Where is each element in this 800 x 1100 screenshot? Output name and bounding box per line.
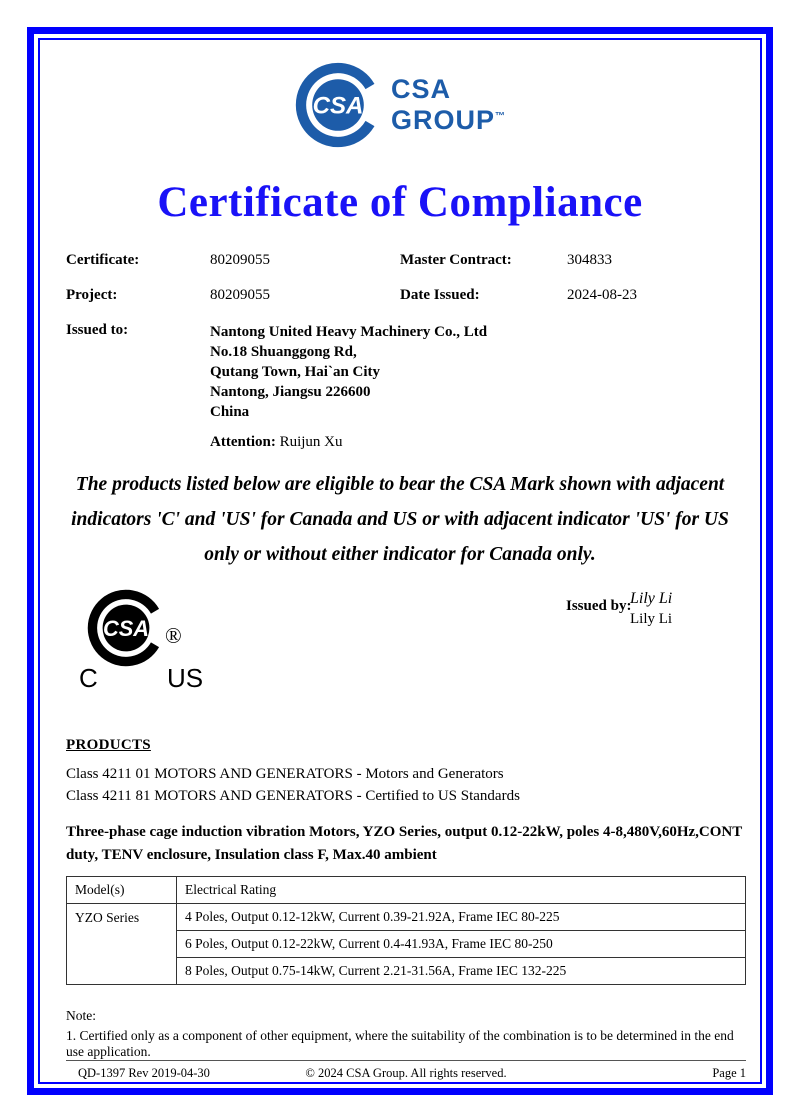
table-header-row (67, 877, 746, 904)
certificate-value: 80209055 (210, 252, 270, 268)
csa-mark-icon (87, 589, 165, 667)
project-label: Project: (66, 287, 118, 303)
footer-page-number: Page 1 (712, 1066, 746, 1080)
trademark-symbol: ™ (495, 111, 505, 122)
products-heading: PRODUCTS (66, 737, 151, 753)
address-line: China (210, 404, 250, 420)
attention-line (210, 434, 343, 451)
note-item: 1. Certified only as a component of other equipment, where the suitability of the combination is to be determined in the end use application. (66, 1028, 734, 1059)
issued-by-signature: Lily Li (630, 590, 673, 607)
csa-logo-monogram: CSA (312, 92, 364, 120)
csa-group-logo (0, 62, 800, 148)
address-line: No.18 Shuanggong Rd, (210, 344, 357, 360)
table-header-rating: Electrical Rating (177, 877, 746, 904)
registered-symbol: ® (165, 623, 182, 648)
issued-by-label: Issued by: (566, 598, 632, 614)
address-line: Nantong, Jiangsu 226600 (210, 384, 371, 400)
master-contract-value: 304833 (567, 252, 612, 268)
company-name: Nantong United Heavy Machinery Co., Ltd (210, 324, 488, 340)
page-title: Certificate of Compliance (157, 179, 643, 226)
logo-line2: GROUP (390, 105, 495, 135)
indicator-c: C (79, 663, 98, 693)
date-issued-label: Date Issued: (400, 287, 480, 303)
csa-mark-monogram: CSA (102, 615, 150, 641)
product-description: Three-phase cage induction vibration Motors, YZO Series, output 0.12-22kW, poles 4-8,480V,60Hz,CONT duty, TENV enclosure, Insulation class F, Max.40 ambient (66, 824, 743, 863)
ratings-table (66, 876, 746, 985)
attention-label: Attention: (210, 434, 276, 450)
footer-doc-ref: QD-1397 Rev 2019-04-30 (78, 1066, 210, 1080)
csa-c-us-mark (75, 585, 205, 700)
certificate-label: Certificate: (66, 252, 140, 268)
logo-line1: CSA (390, 74, 451, 104)
footer-divider (66, 1060, 746, 1061)
issued-to-address (210, 322, 487, 422)
footer-copyright: © 2024 CSA Group. All rights reserved. (305, 1066, 507, 1080)
table-cell-rating: 8 Poles, Output 0.75-14kW, Current 2.21-31.56A, Frame IEC 132-225 (177, 958, 746, 985)
table-header-models: Model(s) (67, 877, 177, 904)
issued-by-name: Lily Li (630, 611, 673, 627)
table-cell-model: YZO Series (67, 904, 177, 985)
date-issued-value: 2024-08-23 (567, 287, 637, 303)
eligibility-statement: The products listed below are eligible to bear the CSA Mark shown with adjacent indicators 'C' and 'US' for Canada and US or with adjacent indicator 'US' for US only or without either indicator for Canada only. (71, 474, 729, 565)
table-cell-rating: 6 Poles, Output 0.12-22kW, Current 0.4-41.93A, Frame IEC 80-250 (177, 931, 746, 958)
project-value: 80209055 (210, 287, 270, 303)
product-class-line: Class 4211 01 MOTORS AND GENERATORS - Motors and Generators (66, 766, 504, 782)
product-class-line: Class 4211 81 MOTORS AND GENERATORS - Certified to US Standards (66, 788, 520, 804)
csa-logo-icon (295, 62, 381, 148)
attention-value: Ruijun Xu (279, 434, 343, 450)
note-heading: Note: (66, 1008, 96, 1023)
master-contract-label: Master Contract: (400, 252, 512, 268)
issued-to-label: Issued to: (66, 322, 129, 338)
table-cell-rating: 4 Poles, Output 0.12-12kW, Current 0.39-21.92A, Frame IEC 80-225 (177, 904, 746, 931)
address-line: Qutang Town, Hai`an City (210, 364, 381, 380)
table-row (67, 904, 746, 931)
csa-group-wordmark (391, 76, 505, 134)
indicator-us: US (167, 663, 204, 693)
